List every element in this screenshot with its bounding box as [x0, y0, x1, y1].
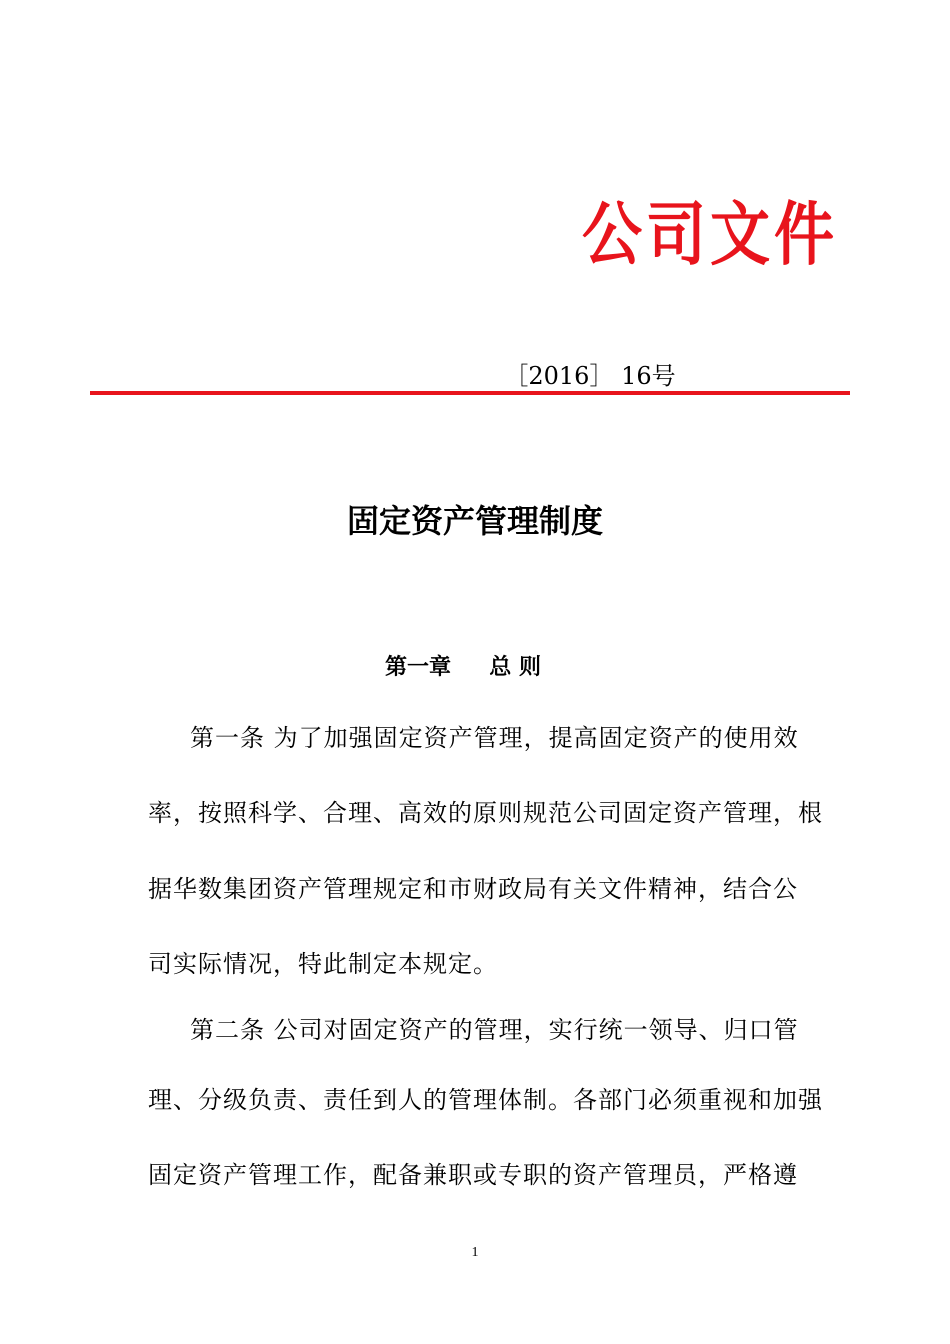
- document-number: ［2016］ 16号: [504, 362, 676, 390]
- body-line: 司实际情况，特此制定本规定。: [148, 950, 498, 978]
- company-document-header: 公司文件: [582, 194, 838, 276]
- body-line: 第一条 为了加强固定资产管理，提高固定资产的使用效: [190, 724, 799, 752]
- body-line: 固定资产管理工作，配备兼职或专职的资产管理员，严格遵: [148, 1161, 798, 1189]
- page-number: 1: [471, 1245, 479, 1260]
- document-title: 固定资产管理制度: [346, 502, 603, 540]
- body-line: 据华数集团资产管理规定和市财政局有关文件精神，结合公: [148, 875, 798, 903]
- red-divider-line: [90, 391, 850, 395]
- body-line: 率，按照科学、合理、高效的原则规范公司固定资产管理，根: [148, 799, 823, 827]
- body-line: 理、分级负责、责任到人的管理体制。各部门必须重视和加强: [148, 1086, 823, 1114]
- body-line: 第二条 公司对固定资产的管理，实行统一领导、归口管: [190, 1016, 799, 1044]
- chapter-heading: 第一章 总 则: [385, 655, 541, 680]
